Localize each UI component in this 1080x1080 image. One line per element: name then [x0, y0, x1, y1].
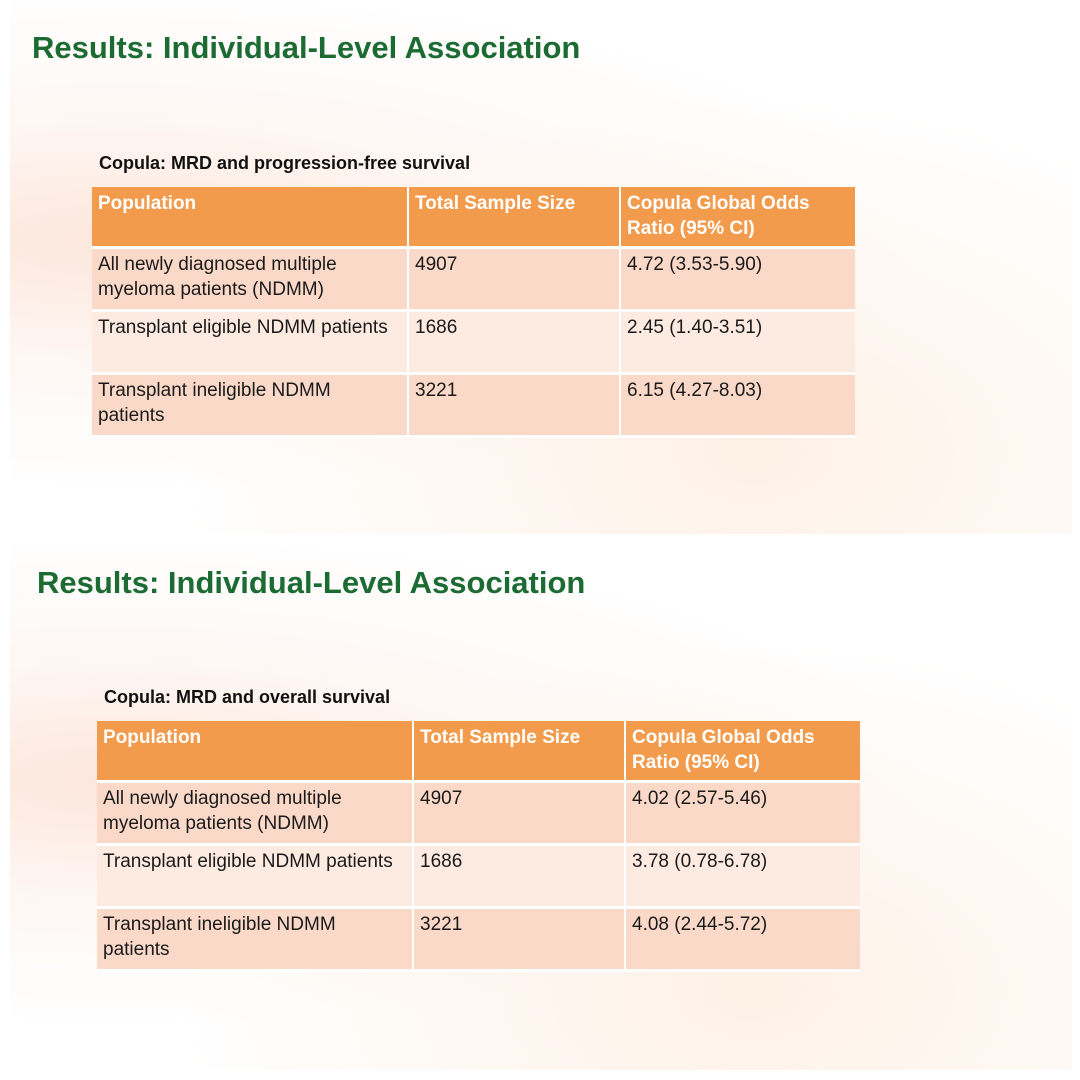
table-row [92, 311, 855, 374]
cell-odds-ratio: 4.02 (2.57-5.46) [625, 782, 860, 845]
slide-pfs [10, 0, 1072, 534]
header-population: Population [92, 187, 408, 248]
slide-title: Results: Individual-Level Association [32, 30, 581, 65]
header-population: Population [97, 721, 413, 782]
cell-population: Transplant ineligible NDMM patients [97, 908, 413, 971]
header-odds-ratio: Copula Global Odds Ratio (95% CI) [620, 187, 855, 248]
table-row [92, 374, 855, 437]
table-row [92, 248, 855, 311]
cell-odds-ratio: 4.08 (2.44-5.72) [625, 908, 860, 971]
cell-odds-ratio: 2.45 (1.40-3.51) [620, 311, 855, 374]
cell-population: All newly diagnosed multiple myeloma patients (NDMM) [92, 248, 408, 311]
cell-sample-size: 3221 [413, 908, 625, 971]
table-subtitle: Copula: MRD and overall survival [104, 687, 391, 707]
table-row [97, 908, 860, 971]
cell-sample-size: 3221 [408, 374, 620, 437]
table-row [97, 845, 860, 908]
header-odds-ratio: Copula Global Odds Ratio (95% CI) [625, 721, 860, 782]
cell-sample-size: 4907 [408, 248, 620, 311]
slide-os [10, 544, 1072, 1070]
cell-sample-size: 4907 [413, 782, 625, 845]
cell-sample-size: 1686 [408, 311, 620, 374]
cell-odds-ratio: 3.78 (0.78-6.78) [625, 845, 860, 908]
odds-ratio-table [92, 187, 855, 438]
cell-population: All newly diagnosed multiple myeloma patients (NDMM) [97, 782, 413, 845]
odds-ratio-table [97, 721, 860, 972]
cell-population: Transplant eligible NDMM patients [92, 311, 408, 374]
cell-population: Transplant ineligible NDMM patients [92, 374, 408, 437]
slide-title: Results: Individual-Level Association [37, 565, 586, 600]
table-subtitle: Copula: MRD and progression-free survival [99, 153, 471, 173]
cell-odds-ratio: 4.72 (3.53-5.90) [620, 248, 855, 311]
table-header-row [97, 721, 860, 782]
cell-odds-ratio: 6.15 (4.27-8.03) [620, 374, 855, 437]
table-row [97, 782, 860, 845]
cell-sample-size: 1686 [413, 845, 625, 908]
header-sample-size: Total Sample Size [408, 187, 620, 248]
table-header-row [92, 187, 855, 248]
header-sample-size: Total Sample Size [413, 721, 625, 782]
cell-population: Transplant eligible NDMM patients [97, 845, 413, 908]
